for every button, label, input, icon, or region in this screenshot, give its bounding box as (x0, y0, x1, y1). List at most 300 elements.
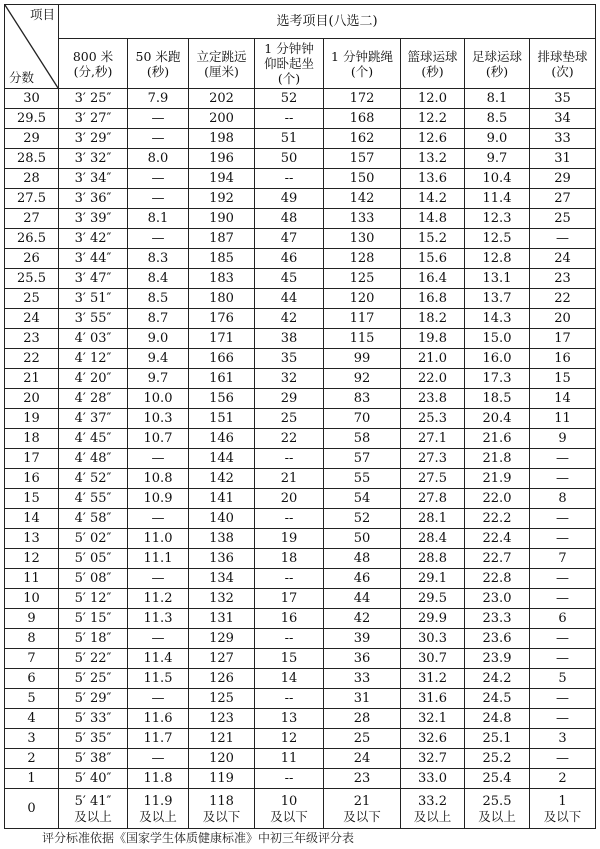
value-cell: 29.9 (401, 609, 465, 629)
value-cell: 11.7 (128, 729, 189, 749)
value-cell: 42 (255, 309, 324, 329)
value-cell: 23.0 (465, 589, 530, 609)
value-cell: 13.1 (465, 269, 530, 289)
value-cell: 9.4 (128, 349, 189, 369)
value-cell: 4′ 52″ (59, 469, 128, 489)
table-row-zero (5, 789, 596, 829)
value-cell: 5 (530, 669, 596, 689)
column-header-line1: 排球垫球 (537, 48, 588, 64)
value-cell: 4′ 45″ (59, 429, 128, 449)
score-cell: 26 (5, 249, 59, 269)
value-cell: — (530, 509, 596, 529)
value-cell: 3′ 47″ (59, 269, 128, 289)
value-cell: 21 (255, 469, 324, 489)
table-row (5, 429, 596, 449)
value-cell: 28.1 (401, 509, 465, 529)
value-cell: 23.3 (465, 609, 530, 629)
score-cell: 3 (5, 729, 59, 749)
score-cell: 5 (5, 689, 59, 709)
value-cell: 132 (189, 589, 255, 609)
value-cell: — (530, 589, 596, 609)
value-cell: 150 (324, 169, 401, 189)
header-row-columns (5, 39, 596, 89)
column-header (189, 39, 255, 89)
column-header-line2: (秒) (485, 63, 509, 79)
table-row (5, 449, 596, 469)
value-cell: 8.1 (128, 209, 189, 229)
value-cell: 39 (324, 629, 401, 649)
value-cell: 4′ 58″ (59, 509, 128, 529)
value-cell: 2 (530, 769, 596, 789)
value-cell: 4′ 28″ (59, 389, 128, 409)
value-cell: 22 (530, 289, 596, 309)
value-cell: 35 (255, 349, 324, 369)
value-cell: 117 (324, 309, 401, 329)
value-cell: 3 (530, 729, 596, 749)
value-cell: 156 (189, 389, 255, 409)
value-cell: 4′ 55″ (59, 489, 128, 509)
score-cell: 28 (5, 169, 59, 189)
value-cell: 127 (189, 649, 255, 669)
value-cell: 12 (255, 729, 324, 749)
value-cell: 136 (189, 549, 255, 569)
table-row (5, 769, 596, 789)
value-cell: 46 (324, 569, 401, 589)
value-cell: 19 (255, 529, 324, 549)
value-cell: 131 (189, 609, 255, 629)
value-cell: 27.8 (401, 489, 465, 509)
value-cell: 196 (189, 149, 255, 169)
value-cell: — (530, 569, 596, 589)
column-header (59, 39, 128, 89)
value-cell (324, 789, 401, 829)
score-cell: 4 (5, 709, 59, 729)
value-cell: 31.2 (401, 669, 465, 689)
score-cell: 0 (5, 789, 59, 829)
value-cell: — (128, 509, 189, 529)
value-cell: 18.5 (465, 389, 530, 409)
value-cell: 17 (255, 589, 324, 609)
value-cell: — (530, 649, 596, 669)
value-cell: 51 (255, 129, 324, 149)
value-cell: 28.4 (401, 529, 465, 549)
value-cell: 138 (189, 529, 255, 549)
table-row (5, 189, 596, 209)
value-cell: 27.5 (401, 469, 465, 489)
table-row (5, 109, 596, 129)
value-cell: 130 (324, 229, 401, 249)
value-cell: 198 (189, 129, 255, 149)
threshold-value: 118 (209, 793, 234, 809)
value-cell: 15.6 (401, 249, 465, 269)
value-cell: 52 (324, 509, 401, 529)
value-cell: 5′ 25″ (59, 669, 128, 689)
score-cell: 12 (5, 549, 59, 569)
score-label: 分数 (9, 70, 35, 85)
value-cell: 6 (530, 609, 596, 629)
value-cell: 16 (255, 609, 324, 629)
score-cell: 9 (5, 609, 59, 629)
table-row (5, 369, 596, 389)
value-cell: 25.4 (465, 769, 530, 789)
value-cell: 16.4 (401, 269, 465, 289)
value-cell: 9.0 (465, 129, 530, 149)
threshold-value: 11.9 (143, 793, 173, 809)
threshold-qualifier: 及以上 (74, 808, 112, 824)
value-cell: 146 (189, 429, 255, 449)
value-cell: 141 (189, 489, 255, 509)
value-cell: 27.3 (401, 449, 465, 469)
value-cell: 25 (530, 209, 596, 229)
value-cell: 92 (324, 369, 401, 389)
value-cell: 10.0 (128, 389, 189, 409)
header-row-group (5, 5, 596, 39)
value-cell: 49 (255, 189, 324, 209)
value-cell: — (530, 529, 596, 549)
value-cell: -- (255, 509, 324, 529)
value-cell: 8.3 (128, 249, 189, 269)
column-header-line3: (个) (277, 71, 301, 86)
table-row (5, 169, 596, 189)
value-cell: 15.0 (465, 329, 530, 349)
value-cell: 11.8 (128, 769, 189, 789)
value-cell: — (128, 629, 189, 649)
value-cell: 31 (324, 689, 401, 709)
value-cell: 34 (530, 109, 596, 129)
value-cell: 11.0 (128, 529, 189, 549)
value-cell (59, 789, 128, 829)
value-cell: 42 (324, 609, 401, 629)
value-cell: 54 (324, 489, 401, 509)
value-cell: 125 (189, 689, 255, 709)
value-cell: 19.8 (401, 329, 465, 349)
value-cell: 23 (530, 269, 596, 289)
value-cell: 45 (255, 269, 324, 289)
value-cell: — (530, 749, 596, 769)
scoring-table (4, 4, 596, 829)
column-header-line2: (分,秒) (73, 63, 113, 79)
value-cell: — (530, 229, 596, 249)
value-cell: 11.1 (128, 549, 189, 569)
value-cell: 12.3 (465, 209, 530, 229)
value-cell: 142 (324, 189, 401, 209)
value-cell: 8.7 (128, 309, 189, 329)
column-header (128, 39, 189, 89)
table-row (5, 669, 596, 689)
threshold-qualifier: 及以上 (139, 808, 177, 824)
value-cell: 13.2 (401, 149, 465, 169)
value-cell: 15 (530, 369, 596, 389)
column-header-line1: 1 分钟跳绳 (331, 48, 393, 64)
column-header (401, 39, 465, 89)
threshold-value: 10 (280, 793, 298, 809)
value-cell: — (128, 749, 189, 769)
corner-header-cell (5, 5, 59, 89)
value-cell: 14.2 (401, 189, 465, 209)
value-cell: 5′ 12″ (59, 589, 128, 609)
value-cell: 7 (530, 549, 596, 569)
value-cell: 44 (324, 589, 401, 609)
value-cell: 115 (324, 329, 401, 349)
value-cell: 18 (255, 549, 324, 569)
column-header (465, 39, 530, 89)
value-cell: 3′ 27″ (59, 109, 128, 129)
table-row (5, 629, 596, 649)
value-cell: 15 (255, 649, 324, 669)
column-header-line2: (秒) (146, 63, 170, 79)
value-cell: 20 (255, 489, 324, 509)
value-cell: 8 (530, 489, 596, 509)
column-header-line1: 篮球运球 (407, 48, 458, 64)
value-cell: — (530, 469, 596, 489)
value-cell: — (530, 449, 596, 469)
value-cell: — (128, 229, 189, 249)
value-cell: 9.7 (465, 149, 530, 169)
group-title: 选考项目(八选二) (59, 5, 596, 39)
value-cell: 30.7 (401, 649, 465, 669)
table-row (5, 289, 596, 309)
score-cell: 16 (5, 469, 59, 489)
value-cell: — (128, 169, 189, 189)
value-cell: 134 (189, 569, 255, 589)
value-cell: 3′ 36″ (59, 189, 128, 209)
value-cell: — (128, 189, 189, 209)
column-header-line1: 1 分钟钟 (264, 41, 314, 56)
value-cell: -- (255, 569, 324, 589)
value-cell: 24 (530, 249, 596, 269)
value-cell: 10.7 (128, 429, 189, 449)
score-cell: 14 (5, 509, 59, 529)
score-cell: 28.5 (5, 149, 59, 169)
table-row (5, 709, 596, 729)
value-cell: 21.8 (465, 449, 530, 469)
value-cell: 11.2 (128, 589, 189, 609)
value-cell: -- (255, 169, 324, 189)
value-cell: 35 (530, 89, 596, 109)
value-cell: 123 (189, 709, 255, 729)
table-row (5, 649, 596, 669)
table-row (5, 549, 596, 569)
threshold-qualifier: 及以下 (202, 808, 241, 824)
value-cell: 24.5 (465, 689, 530, 709)
value-cell: 22.7 (465, 549, 530, 569)
score-cell: 26.5 (5, 229, 59, 249)
value-cell: 15.2 (401, 229, 465, 249)
value-cell: 11.4 (465, 189, 530, 209)
score-cell: 30 (5, 89, 59, 109)
value-cell: 14.3 (465, 309, 530, 329)
score-cell: 10 (5, 589, 59, 609)
value-cell: 29.1 (401, 569, 465, 589)
value-cell: 23 (324, 769, 401, 789)
value-cell: 70 (324, 409, 401, 429)
column-header (255, 39, 324, 89)
column-header-line1: 足球运球 (471, 48, 522, 64)
value-cell: 8.5 (128, 289, 189, 309)
value-cell: 28 (324, 709, 401, 729)
threshold-qualifier: 及以下 (343, 808, 381, 824)
value-cell: 27.1 (401, 429, 465, 449)
value-cell: 10.4 (465, 169, 530, 189)
score-cell: 8 (5, 629, 59, 649)
value-cell: 176 (189, 309, 255, 329)
value-cell: 31 (530, 149, 596, 169)
value-cell: 13 (255, 709, 324, 729)
value-cell: 25.1 (465, 729, 530, 749)
score-cell: 11 (5, 569, 59, 589)
column-header-line1: 800 米 (72, 48, 114, 64)
column-header (324, 39, 401, 89)
score-cell: 15 (5, 489, 59, 509)
value-cell: 3′ 42″ (59, 229, 128, 249)
value-cell: 3′ 55″ (59, 309, 128, 329)
value-cell: 119 (189, 769, 255, 789)
value-cell: 10.8 (128, 469, 189, 489)
score-cell: 20 (5, 389, 59, 409)
value-cell: — (128, 689, 189, 709)
score-cell: 7 (5, 649, 59, 669)
column-header (530, 39, 596, 89)
score-cell: 25 (5, 289, 59, 309)
value-cell: 16.8 (401, 289, 465, 309)
value-cell: 5′ 33″ (59, 709, 128, 729)
value-cell: 21.0 (401, 349, 465, 369)
value-cell: — (530, 689, 596, 709)
value-cell: 14 (530, 389, 596, 409)
table-row (5, 389, 596, 409)
table-row (5, 569, 596, 589)
score-cell: 25.5 (5, 269, 59, 289)
value-cell: 29 (255, 389, 324, 409)
value-cell: 3′ 32″ (59, 149, 128, 169)
value-cell: 4′ 37″ (59, 409, 128, 429)
value-cell: 7.9 (128, 89, 189, 109)
value-cell: 13.7 (465, 289, 530, 309)
value-cell: 22.0 (401, 369, 465, 389)
value-cell: 16.0 (465, 349, 530, 369)
table-row (5, 729, 596, 749)
column-header-line2: 仰卧起坐 (263, 56, 314, 71)
value-cell: 24.8 (465, 709, 530, 729)
value-cell: 17.3 (465, 369, 530, 389)
value-cell: 13.6 (401, 169, 465, 189)
threshold-qualifier: 及以上 (478, 808, 516, 824)
table-row (5, 349, 596, 369)
value-cell: 5′ 18″ (59, 629, 128, 649)
value-cell: 52 (255, 89, 324, 109)
column-header-line1: 50 米跑 (135, 48, 181, 64)
value-cell: 58 (324, 429, 401, 449)
value-cell: 36 (324, 649, 401, 669)
value-cell: 194 (189, 169, 255, 189)
value-cell: 5′ 05″ (59, 549, 128, 569)
score-cell: 1 (5, 769, 59, 789)
value-cell: -- (255, 109, 324, 129)
value-cell: 4′ 03″ (59, 329, 128, 349)
value-cell (530, 789, 596, 829)
value-cell: 10.9 (128, 489, 189, 509)
column-header-line1: 立定跳远 (196, 48, 247, 64)
value-cell: — (128, 449, 189, 469)
value-cell: 133 (324, 209, 401, 229)
value-cell: 4′ 48″ (59, 449, 128, 469)
value-cell: 183 (189, 269, 255, 289)
column-header-line2: (秒) (421, 63, 444, 79)
score-cell: 23 (5, 329, 59, 349)
value-cell: 3′ 44″ (59, 249, 128, 269)
threshold-value: 33.2 (418, 793, 447, 809)
value-cell: 33.0 (401, 769, 465, 789)
value-cell: 28.8 (401, 549, 465, 569)
table-row (5, 89, 596, 109)
value-cell: -- (255, 689, 324, 709)
value-cell: 57 (324, 449, 401, 469)
value-cell (465, 789, 530, 829)
value-cell: 23.9 (465, 649, 530, 669)
value-cell: 32.7 (401, 749, 465, 769)
footnote: 评分标准依据《国家学生体质健康标准》中初三年级评分表 (42, 831, 355, 845)
value-cell: 11.3 (128, 609, 189, 629)
value-cell: 14 (255, 669, 324, 689)
table-row (5, 589, 596, 609)
table-row (5, 489, 596, 509)
table-row (5, 689, 596, 709)
value-cell: 10.3 (128, 409, 189, 429)
value-cell: 20.4 (465, 409, 530, 429)
value-cell: 5′ 38″ (59, 749, 128, 769)
table-row (5, 509, 596, 529)
value-cell: 5′ 35″ (59, 729, 128, 749)
value-cell: 83 (324, 389, 401, 409)
table-row (5, 529, 596, 549)
value-cell: 151 (189, 409, 255, 429)
value-cell: 22 (255, 429, 324, 449)
score-cell: 6 (5, 669, 59, 689)
value-cell: 9.0 (128, 329, 189, 349)
value-cell: 11 (255, 749, 324, 769)
value-cell (189, 789, 255, 829)
value-cell: 172 (324, 89, 401, 109)
value-cell: 200 (189, 109, 255, 129)
value-cell: 47 (255, 229, 324, 249)
value-cell: 29 (530, 169, 596, 189)
value-cell: 3′ 51″ (59, 289, 128, 309)
value-cell: 3′ 39″ (59, 209, 128, 229)
value-cell: 5′ 15″ (59, 609, 128, 629)
table-row (5, 749, 596, 769)
threshold-value: 25.5 (482, 793, 512, 809)
threshold-qualifier: 及以上 (413, 808, 452, 824)
value-cell: 121 (189, 729, 255, 749)
value-cell: 24.2 (465, 669, 530, 689)
value-cell: 25.2 (465, 749, 530, 769)
table-row (5, 209, 596, 229)
value-cell: 24 (324, 749, 401, 769)
value-cell: 9.7 (128, 369, 189, 389)
score-cell: 19 (5, 409, 59, 429)
value-cell (401, 789, 465, 829)
column-header-line2: (个) (350, 63, 374, 79)
value-cell: 11.4 (128, 649, 189, 669)
value-cell: 22.0 (465, 489, 530, 509)
value-cell: 3′ 25″ (59, 89, 128, 109)
value-cell: 142 (189, 469, 255, 489)
table-row (5, 409, 596, 429)
value-cell: 25 (324, 729, 401, 749)
value-cell: 171 (189, 329, 255, 349)
value-cell: 21.6 (465, 429, 530, 449)
threshold-qualifier: 及以下 (543, 808, 582, 824)
